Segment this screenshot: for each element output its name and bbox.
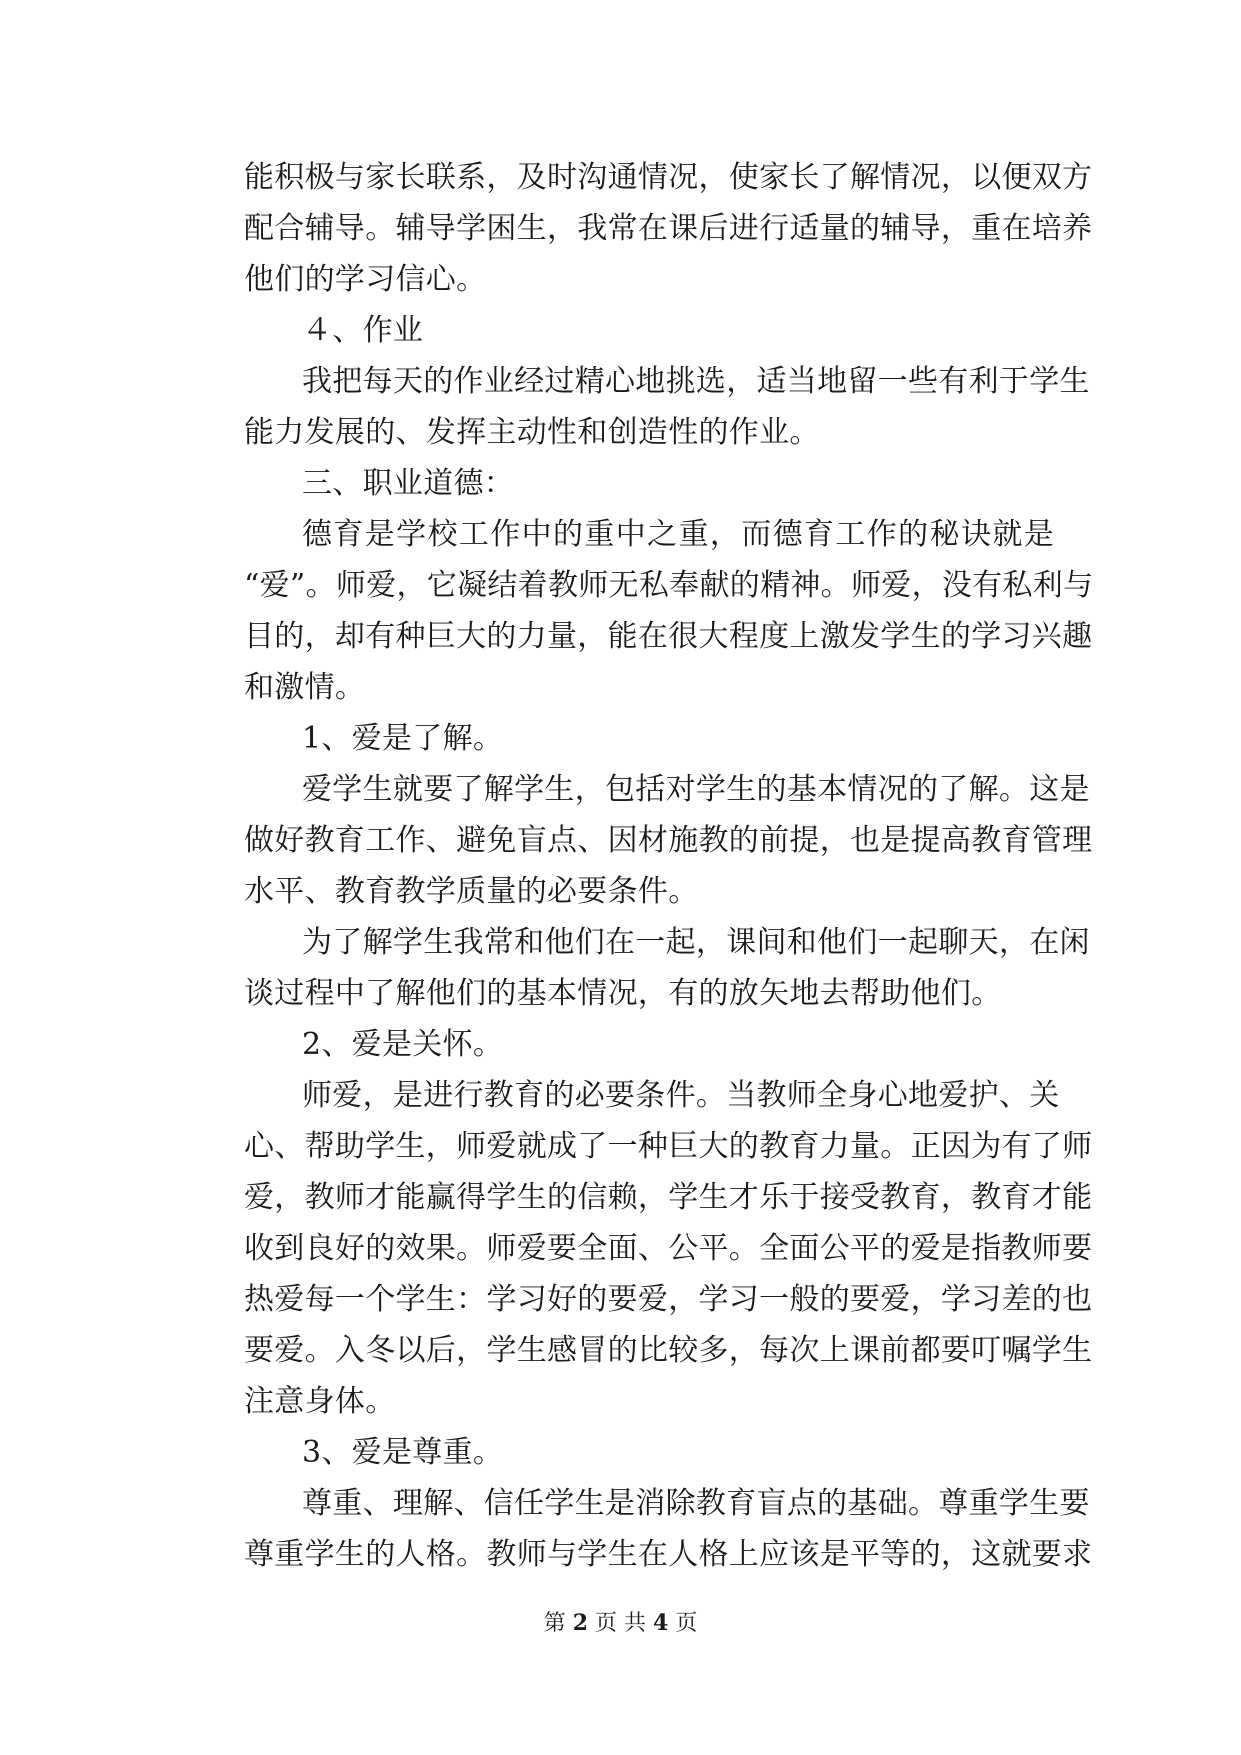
text-line: 谈过程中了解他们的基本情况，有的放矢地去帮助他们。 xyxy=(244,976,1002,1011)
text-line: “爱”。师爱，它凝结着教师无私奉献的精神。师爱，没有私利与 xyxy=(244,568,1094,603)
text-line: 注意身体。 xyxy=(244,1384,396,1419)
text-line: 和激情。 xyxy=(244,670,366,705)
text-line: 做好教育工作、避免盲点、因材施教的前提，也是提高教育管理 xyxy=(244,823,1093,858)
total-page-number: 4 xyxy=(653,1610,669,1636)
paragraph-start: 师爱，是进行教育的必要条件。当教师全身心地爱护、关 xyxy=(302,1078,1060,1113)
footer-prefix: 第 xyxy=(543,1611,566,1636)
text-line: 爱，教师才能赢得学生的信赖，学生才乐于接受教育，教育才能 xyxy=(244,1180,1093,1215)
page-number-footer xyxy=(0,1608,1241,1639)
text-line: 要爱。入冬以后，学生感冒的比较多，每次上课前都要叮嘱学生 xyxy=(244,1333,1093,1368)
text-line: 能力发展的、发挥主动性和创造性的作业。 xyxy=(244,415,820,450)
paragraph-start: 爱学生就要了解学生，包括对学生的基本情况的了解。这是 xyxy=(302,772,1090,807)
text-line: 尊重学生的人格。教师与学生在人格上应该是平等的，这就要求 xyxy=(244,1537,1093,1572)
text-line: 心、帮助学生，师爱就成了一种巨大的教育力量。正因为有了师 xyxy=(244,1129,1093,1164)
footer-suffix: 页 xyxy=(675,1611,698,1636)
text-line: 水平、教育教学质量的必要条件。 xyxy=(244,874,699,909)
current-page-number: 2 xyxy=(572,1610,588,1636)
paragraph-start: 尊重、理解、信任学生是消除教育盲点的基础。尊重学生要 xyxy=(302,1486,1090,1521)
paragraph-start: 德育是学校工作中的重中之重，而德育工作的秘诀就是 xyxy=(302,517,1054,552)
text-line: 热爱每一个学生：学习好的要爱，学习一般的要爱，学习差的也 xyxy=(244,1282,1093,1317)
section-heading: 2、爱是关怀。 xyxy=(302,1027,504,1062)
paragraph-start: 为了解学生我常和他们在一起，课间和他们一起聊天，在闲 xyxy=(302,925,1090,960)
text-line: 收到良好的效果。师爱要全面、公平。全面公平的爱是指教师要 xyxy=(244,1231,1093,1266)
section-heading: 三、职业道德： xyxy=(302,466,515,501)
footer-middle: 页 共 xyxy=(595,1611,646,1636)
section-heading: 1、爱是了解。 xyxy=(302,721,504,756)
section-heading: ４、作业 xyxy=(302,313,424,348)
text-line: 目的，却有种巨大的力量，能在很大程度上激发学生的学习兴趣 xyxy=(244,619,1093,654)
paragraph-start: 我把每天的作业经过精心地挑选，适当地留一些有利于学生 xyxy=(302,364,1090,399)
text-line: 能积极与家长联系，及时沟通情况，使家长了解情况，以便双方 xyxy=(244,160,1093,195)
text-line: 配合辅导。辅导学困生，我常在课后进行适量的辅导，重在培养 xyxy=(244,211,1093,246)
document-body xyxy=(244,152,1094,1580)
text-line: 他们的学习信心。 xyxy=(244,262,487,297)
section-heading: 3、爱是尊重。 xyxy=(302,1435,504,1470)
